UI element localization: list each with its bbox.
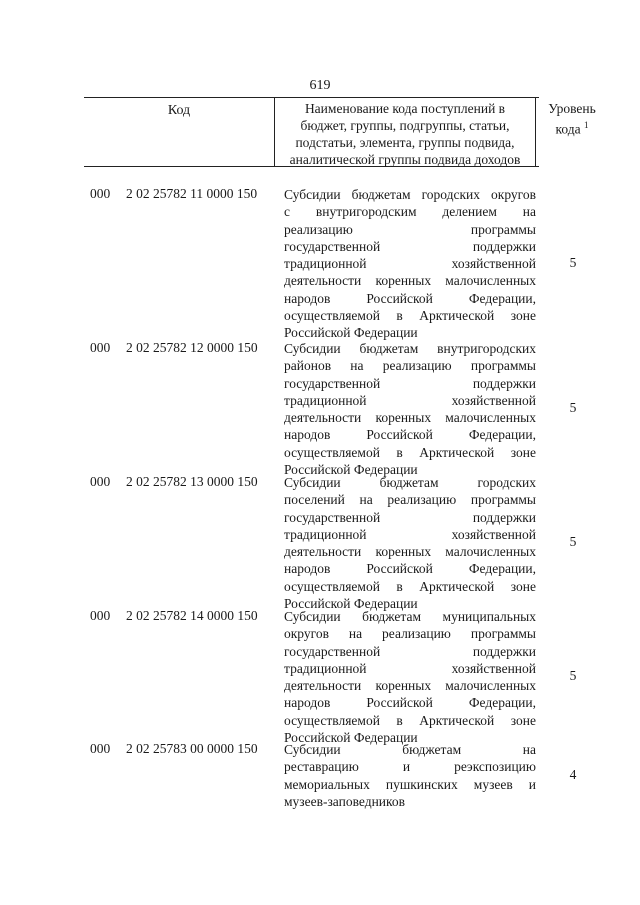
description-line: реализацию программы [284,221,536,237]
header-name [274,98,536,166]
revenue-description [284,186,536,342]
description-line: округов на реализацию программы [284,626,536,642]
header-level-text: кода [555,121,581,137]
description-line: Субсидии бюджетам городских [284,475,536,490]
admin-code: 000 [90,474,111,489]
admin-code: 000 [90,340,111,355]
code-level: 5 [569,534,577,550]
description-line: деятельности коренных малочисленных [284,273,536,289]
description-line: государственной поддержки [284,643,536,659]
revenue-description [284,340,536,478]
admin-code: 000 [90,186,111,201]
description-line: Российской Федерации [284,730,418,746]
description-line: поселений на реализацию программы [284,492,536,508]
code-level: 5 [569,668,577,684]
description-line: Субсидии бюджетам внутригородских [284,341,536,356]
description-line: народов Российской Федерации, [284,290,536,306]
description-line: Российской Федерации [284,462,418,478]
description-line: государственной поддержки [284,375,536,391]
description-line: традиционной хозяйственной [284,392,536,408]
revenue-description [284,474,536,612]
description-line: государственной поддержки [284,509,536,525]
revenue-code: 2 02 25782 13 0000 150 [126,474,258,489]
description-line: осуществляемой в Арктической зоне [284,578,536,594]
code-level: 4 [569,766,577,782]
revenue-code: 2 02 25783 00 0000 150 [126,741,258,756]
description-line: традиционной хозяйственной [284,660,536,676]
admin-code: 000 [90,741,111,756]
revenue-description [284,741,536,810]
header-name-line: Наименование кода поступлений в [304,101,506,116]
table-header [84,97,596,167]
description-line: деятельности коренных малочисленных [284,678,536,694]
description-line: традиционной хозяйственной [284,256,536,272]
code-level: 5 [569,400,577,416]
description-line: осуществляемой в Арктической зоне [284,712,536,728]
header-code: Код [167,103,191,118]
description-line: Субсидии бюджетам муниципальных [284,609,536,624]
revenue-code: 2 02 25782 11 0000 150 [126,186,258,201]
description-line: реставрацию и реэкспозицию [284,759,536,775]
description-line: музеев-заповедников [284,793,406,809]
description-line: государственной поддержки [284,238,536,254]
header-level-line: Уровень [548,101,596,116]
revenue-description [284,608,536,746]
description-line: народов Российской Федерации, [284,695,536,711]
code-level: 5 [569,254,577,270]
description-line: мемориальных пушкинских музеев и [284,776,536,792]
header-name-line: аналитической группы подвида доходов [289,152,521,167]
description-line: Субсидии бюджетам на [284,742,536,757]
header-level-line [540,117,604,138]
description-line: Российской Федерации [284,325,418,341]
description-line: осуществляемой в Арктической зоне [284,308,536,324]
description-line: народов Российской Федерации, [284,561,536,577]
description-line: осуществляемой в Арктической зоне [284,444,536,460]
description-line: деятельности коренных малочисленных [284,544,536,560]
revenue-code: 2 02 25782 14 0000 150 [126,608,258,623]
page-number: 619 [309,78,331,93]
description-line: традиционной хозяйственной [284,526,536,542]
revenue-code: 2 02 25782 12 0000 150 [126,340,258,355]
description-line: районов на реализацию программы [284,358,536,374]
header-level [540,100,604,138]
admin-code: 000 [90,608,111,623]
description-line: деятельности коренных малочисленных [284,410,536,426]
footnote-marker: 1 [583,120,589,130]
header-name-line: бюджет, группы, подгруппы, статьи, [300,118,510,133]
description-line: народов Российской Федерации, [284,427,536,443]
description-line: с внутригородским делением на [284,204,536,220]
description-line: Российской Федерации [284,596,418,612]
description-line: Субсидии бюджетам городских округов [284,187,536,202]
header-name-line: подстатьи, элемента, группы подвида, [295,135,515,150]
